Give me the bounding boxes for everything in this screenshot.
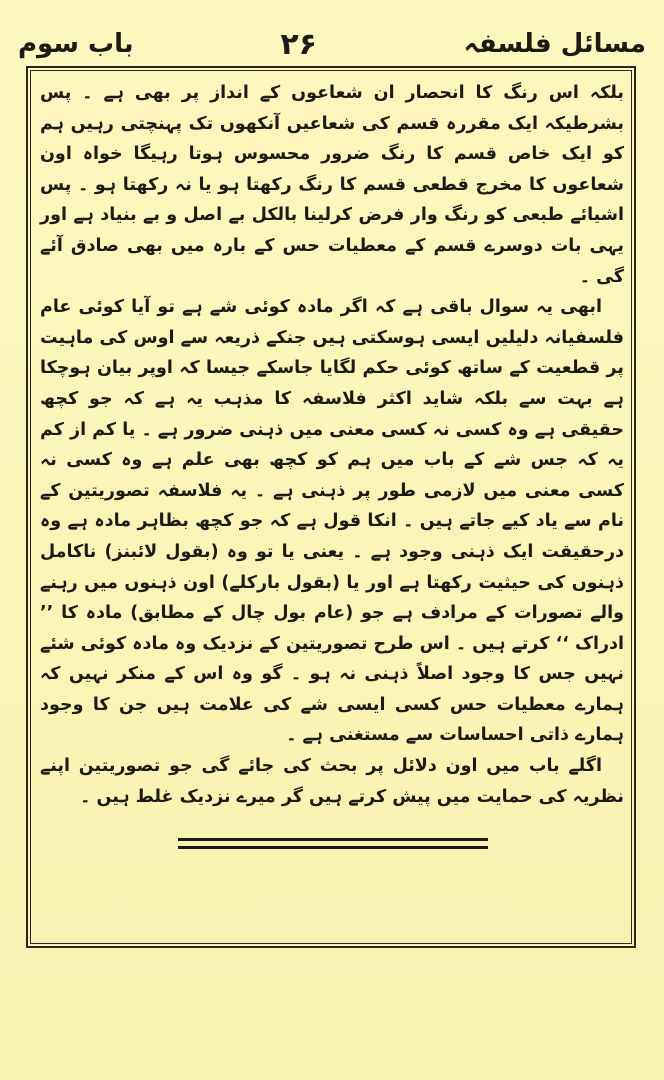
- paragraph-3: اگلے باب میں اون دلائل پر بحث کی جائے گی جو تصوریتین اپنے نظریہ کی حمایت میں پیش کرتے ہیں گر میرے نزدیک غلط ہیں ۔: [40, 756, 624, 807]
- end-rule-bottom: [178, 846, 488, 849]
- paragraph-1: بلکہ اس رنگ کا انحصار ان شعاعوں کے انداز پر بھی ہے ۔ پس بشرطیکہ ایک مقررہ قسم کی شعاعیں آنکھوں تک پہنچتی رہیں ہم کو ایک خاص قسم کا رنگ ضرور محسوس ہوتا رہیگا خواہ اون شعاعوں کا مخرج قطعی قسم کا رنگ رکھتا ہو یا نہ رکھتا ہو ۔ پس اشیائے طبعی کو رنگ وار فرض کرلینا بالکل بے اصل و بے بنیاد ہے اور یہی بات دوسرے قسم کے معطیات حس کے بارہ میں بھی صادق آئے گی ۔: [40, 83, 624, 287]
- page-header: [18, 22, 646, 66]
- page-number: ۲۶: [280, 26, 317, 62]
- paragraph-2: ابھی یہ سوال باقی ہے کہ اگر مادہ کوئی شے ہے تو آیا کوئی عام فلسفیانہ دلیلیں ایسی ہوسکتی ہیں جنکے ذریعہ سے اوس کی ماہیت پر قطعیت کے ساتھ کوئی حکم لگایا جاسکے جیسا کہ اوپر بیان ہوچکا ہے بہت سے بلکہ شاید اکثر فلاسفہ کا مذہب یہ ہے کہ جو کچھ حقیقی ہے وہ کسی نہ کسی معنی میں ذہنی ضرور ہے ۔ یا کم از کم یہ کہ جس شے کے باب میں ہم کو کچھ بھی علم ہے وہ کسی نہ کسی معنی میں لازمی طور پر ذہنی ہے ۔ یہ فلاسفہ تصوریتین کے نام سے یاد کیے جاتے ہیں ۔ انکا قول ہے کہ جو کچھ بظاہر مادہ ہے وہ درحقیقت ایک ذہنی وجود ہے ۔ یعنی یا تو وہ (بقول لائبنز) ناکامل ذہنوں کی حیثیت رکھتا ہے اور یا (بقول بارکلے) اون ذہنوں میں رہنے والے تصورات کے مرادف ہے جو (عام بول چال کے مطابق) مادہ کا ’’ ادراک ‘‘ کرتے ہیں ۔ اس طرح تصوریتین کے نزدیک وہ مادہ کوئی شئے نہیں جس کا وجود اصلاً ذہنی نہ ہو ۔ گو وہ اس کے منکر نہیں کہ ہمارے معطیات حس کسی ایسی شے کی علامت ہیں جن کا وجود ہمارے ذاتی احساسات سے مستغنی ہے ۔: [40, 297, 624, 746]
- running-head-title: مسائل فلسفہ: [463, 29, 646, 59]
- end-rule-top: [178, 838, 488, 841]
- running-head-chapter: باب سوم: [18, 29, 134, 59]
- body-text: [40, 78, 624, 812]
